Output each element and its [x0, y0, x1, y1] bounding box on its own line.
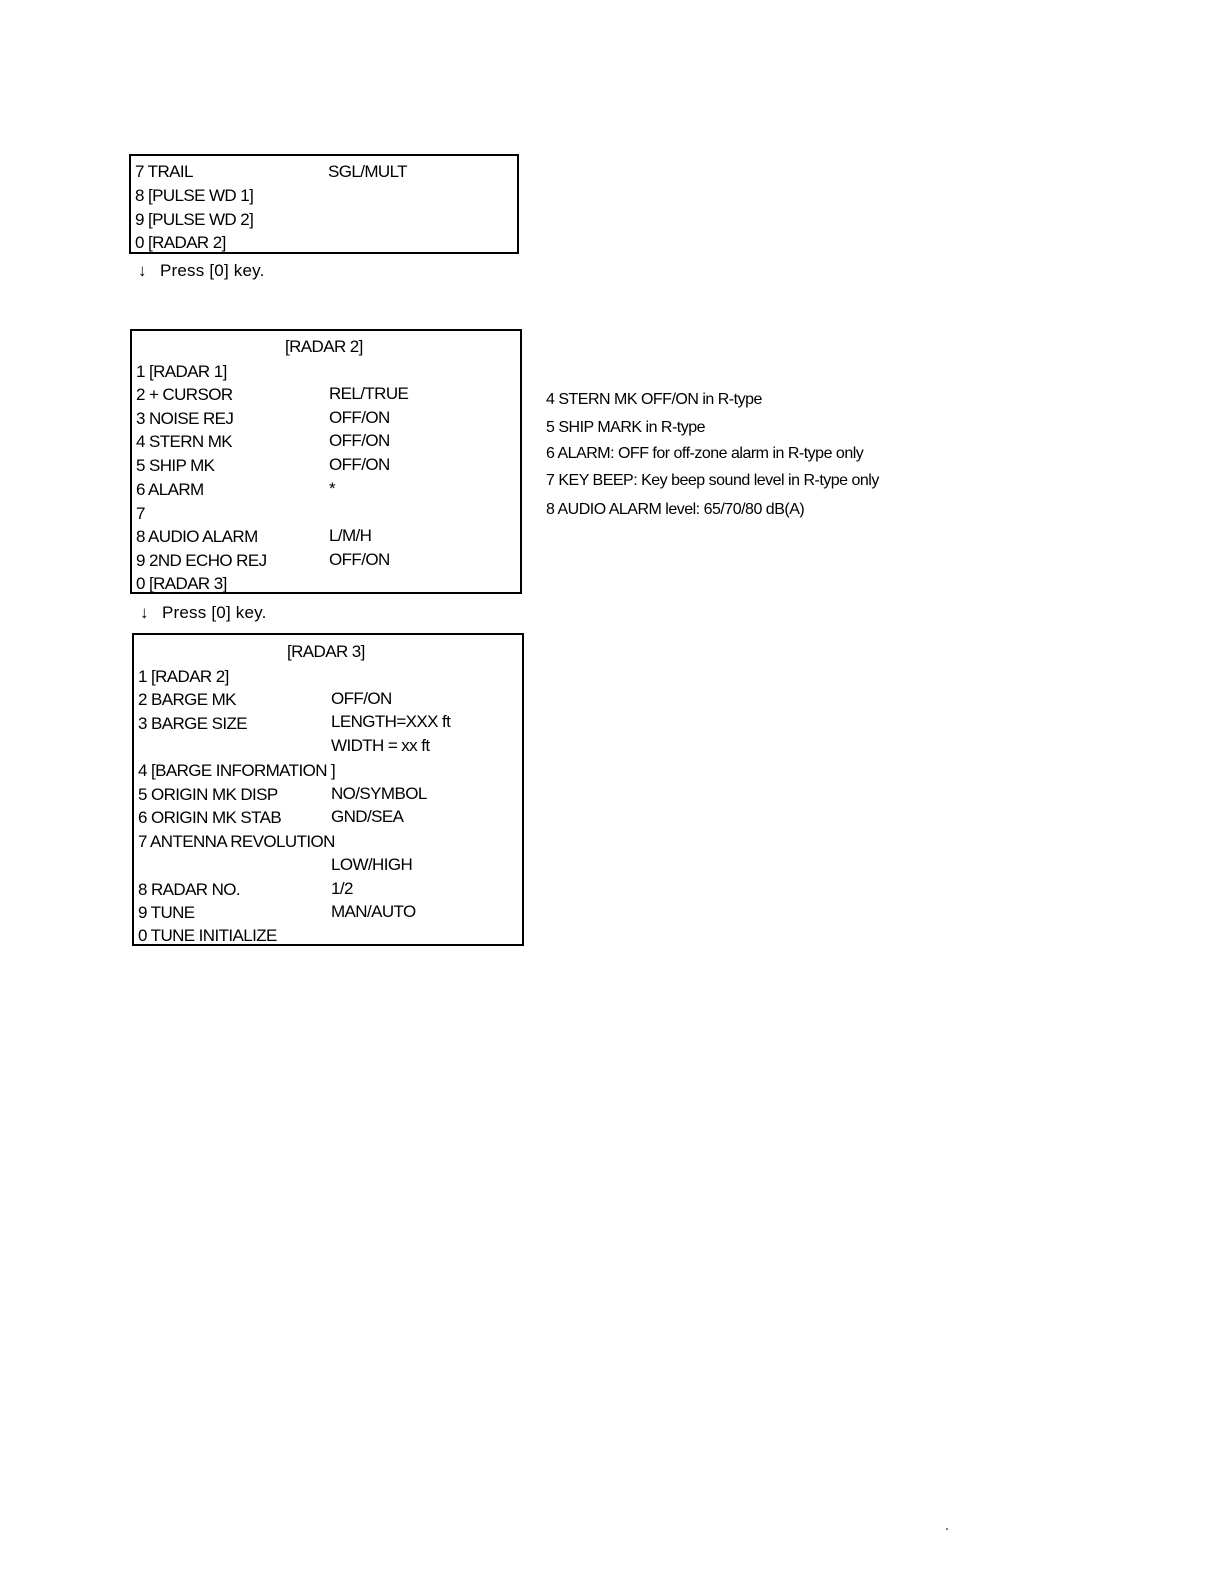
menu-row-label: 7 ANTENNA REVOLUTION [138, 832, 335, 851]
menu-row-value: * [329, 479, 336, 498]
menu-row [136, 525, 258, 549]
menu-row-value: OFF/ON [329, 455, 390, 474]
note-line: 8 AUDIO ALARM level: 65/70/80 dB(A) [546, 501, 805, 518]
menu-row-label: 1 [RADAR 2] [138, 667, 229, 686]
menu-row-label: 3 NOISE REJ [136, 409, 234, 428]
menu-row-value: OFF/ON [329, 408, 390, 427]
menu-row-label: 2 + CURSOR [136, 385, 233, 404]
menu-row-label: 7 TRAIL [135, 162, 193, 181]
menu-row-label: 0 [RADAR 3] [136, 574, 227, 593]
menu-title: [RADAR 2] [285, 337, 363, 356]
menu-row [136, 502, 145, 526]
menu-box-trail [129, 154, 519, 254]
menu-row-label: 7 [136, 504, 145, 523]
menu-row [138, 783, 278, 807]
menu-row-label: 9 TUNE [138, 903, 195, 922]
menu-row [136, 360, 227, 384]
menu-box-radar-3 [132, 633, 524, 946]
menu-row-value: SGL/MULT [328, 162, 407, 181]
menu-row [138, 878, 240, 902]
menu-row-label: 4 STERN MK [136, 432, 233, 451]
menu-row-label: 5 ORIGIN MK DISP [138, 785, 278, 804]
note-line: 4 STERN MK OFF/ON in R-type [546, 391, 762, 408]
menu-row-value: NO/SYMBOL [331, 784, 427, 803]
menu-row [138, 688, 236, 712]
menu-row [135, 231, 226, 255]
menu-row [138, 924, 277, 948]
press-key-instruction [138, 261, 265, 281]
menu-row-label: 8 [PULSE WD 1] [135, 186, 254, 205]
menu-row [136, 478, 204, 502]
menu-row-value: GND/SEA [331, 807, 404, 826]
press-key-instruction [140, 603, 267, 623]
menu-row-value: 1/2 [331, 879, 353, 898]
menu-row-label: 2 BARGE MK [138, 690, 236, 709]
press-key-text: Press [0] key. [160, 261, 265, 280]
menu-row [138, 759, 335, 783]
menu-title: [RADAR 3] [287, 642, 365, 661]
menu-row-label: 1 [RADAR 1] [136, 362, 227, 381]
scan-speck [946, 1528, 948, 1530]
menu-row-label: 4 [BARGE INFORMATION ] [138, 761, 336, 780]
menu-row-value: L/M/H [329, 526, 372, 545]
menu-row [135, 184, 253, 208]
menu-row-value: OFF/ON [329, 550, 390, 569]
menu-row-label: 0 [RADAR 2] [135, 233, 226, 252]
menu-row-value: LENGTH=XXX ft [331, 712, 451, 731]
menu-row-label: 5 SHIP MK [136, 456, 215, 475]
menu-row [138, 665, 229, 689]
down-arrow-icon: ↓ [138, 261, 147, 280]
menu-row-label: 9 2ND ECHO REJ [136, 551, 267, 570]
menu-row-label: 6 ALARM [136, 480, 204, 499]
menu-row-label: 9 [PULSE WD 2] [135, 210, 254, 229]
menu-row-value: OFF/ON [331, 689, 392, 708]
menu-row-value: WIDTH = xx ft [331, 736, 430, 755]
menu-row [136, 454, 214, 478]
menu-row-value: LOW/HIGH [331, 855, 413, 874]
menu-row-label: 6 ORIGIN MK STAB [138, 808, 282, 827]
menu-box-radar-2 [130, 329, 522, 594]
menu-row [138, 901, 195, 925]
menu-row-label: 8 AUDIO ALARM [136, 527, 258, 546]
down-arrow-icon: ↓ [140, 603, 149, 622]
menu-row-label: 3 BARGE SIZE [138, 714, 248, 733]
menu-row [136, 407, 233, 431]
menu-row-value: REL/TRUE [329, 384, 409, 403]
menu-row-label: 8 RADAR NO. [138, 880, 241, 899]
menu-row-label: 0 TUNE INITIALIZE [138, 926, 277, 945]
press-key-text: Press [0] key. [162, 603, 267, 622]
menu-row [138, 830, 335, 854]
menu-row-value: MAN/AUTO [331, 902, 416, 921]
menu-row [136, 383, 233, 407]
menu-row [136, 430, 232, 454]
menu-row-value: OFF/ON [329, 431, 390, 450]
note-line: 6 ALARM: OFF for off-zone alarm in R-type only [546, 445, 864, 462]
menu-row [136, 572, 227, 596]
menu-row [135, 208, 253, 232]
menu-row [135, 160, 193, 184]
menu-row [136, 549, 266, 573]
menu-row [138, 712, 247, 736]
note-line: 7 KEY BEEP: Key beep sound level in R-type only [546, 472, 879, 489]
note-line: 5 SHIP MARK in R-type [546, 419, 706, 436]
menu-row [138, 806, 281, 830]
